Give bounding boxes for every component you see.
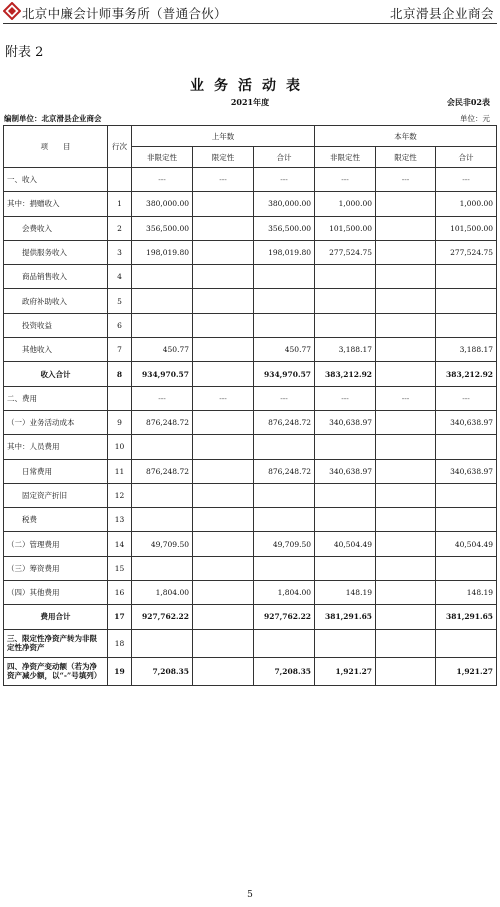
row-value: 7,208.35 [254, 657, 315, 685]
row-value: --- [132, 168, 193, 192]
row-value: 876,248.72 [254, 459, 315, 483]
row-label: 政府补助收入 [4, 289, 108, 313]
row-label: 费用合计 [4, 605, 108, 629]
row-line-number: 5 [108, 289, 132, 313]
col-current-year: 本年数 [315, 126, 497, 147]
col-prior-total: 合计 [254, 147, 315, 168]
row-value: 876,248.72 [132, 410, 193, 434]
row-value: --- [254, 168, 315, 192]
row-value: --- [193, 386, 254, 410]
row-value [193, 532, 254, 556]
row-value [376, 410, 436, 434]
row-value [376, 289, 436, 313]
row-value: --- [254, 386, 315, 410]
table-row [4, 581, 497, 605]
row-label: 投资收益 [4, 313, 108, 337]
row-value [315, 435, 376, 459]
row-line-number: 1 [108, 192, 132, 216]
col-current-total: 合计 [436, 147, 497, 168]
row-value: 934,970.57 [132, 362, 193, 386]
col-prior-unrestricted: 非限定性 [132, 147, 193, 168]
row-value [193, 657, 254, 685]
row-label: 商品销售收入 [4, 265, 108, 289]
row-label: 其他收入 [4, 338, 108, 362]
table-row [4, 657, 497, 685]
row-label: 一、收入 [4, 168, 108, 192]
row-label: （二）管理费用 [4, 532, 108, 556]
row-value: 1,921.27 [315, 657, 376, 685]
row-value: 876,248.72 [254, 410, 315, 434]
row-value [193, 313, 254, 337]
row-value: 1,804.00 [254, 581, 315, 605]
table-row [4, 338, 497, 362]
row-value [254, 483, 315, 507]
row-value [315, 508, 376, 532]
row-value [376, 216, 436, 240]
row-value: --- [376, 168, 436, 192]
row-value [376, 192, 436, 216]
table-row [4, 289, 497, 313]
table-row [4, 556, 497, 580]
table-row [4, 410, 497, 434]
row-label: （三）筹资费用 [4, 556, 108, 580]
col-current-restricted: 限定性 [376, 147, 436, 168]
row-value: 40,504.49 [436, 532, 497, 556]
row-value [315, 289, 376, 313]
table-body [4, 168, 497, 686]
prepared-by: 编制单位：北京滑县企业商会 [4, 114, 102, 123]
row-value [193, 605, 254, 629]
row-value [254, 556, 315, 580]
row-value [376, 605, 436, 629]
row-value [376, 532, 436, 556]
row-value: 380,000.00 [254, 192, 315, 216]
row-value [254, 435, 315, 459]
row-value [315, 629, 376, 657]
row-value: --- [315, 386, 376, 410]
row-value: 934,970.57 [254, 362, 315, 386]
row-value [193, 289, 254, 313]
row-line-number: 10 [108, 435, 132, 459]
firm-logo-icon [3, 2, 21, 20]
row-value: 40,504.49 [315, 532, 376, 556]
row-value [436, 629, 497, 657]
row-value [376, 459, 436, 483]
row-line-number: 7 [108, 338, 132, 362]
currency-unit: 单位：元 [460, 114, 490, 123]
row-value: 380,000.00 [132, 192, 193, 216]
row-value [193, 483, 254, 507]
row-value [376, 338, 436, 362]
report-year: 2021年度 [230, 97, 270, 107]
row-value: 198,019.80 [254, 240, 315, 264]
firm-name: 北京中廉会计师事务所（普通合伙） [22, 6, 227, 21]
row-line-number: 2 [108, 216, 132, 240]
row-line-number: 3 [108, 240, 132, 264]
table-row [4, 386, 497, 410]
page-number: 5 [247, 890, 253, 900]
row-value [315, 265, 376, 289]
row-value: --- [132, 386, 193, 410]
table-row [4, 265, 497, 289]
form-code: 会民非02表 [446, 97, 490, 107]
row-value [376, 483, 436, 507]
row-line-number: 18 [108, 629, 132, 657]
row-value: 340,638.97 [315, 459, 376, 483]
row-value [193, 240, 254, 264]
row-value: --- [376, 386, 436, 410]
row-line-number: 16 [108, 581, 132, 605]
row-value: 356,500.00 [254, 216, 315, 240]
row-value: 356,500.00 [132, 216, 193, 240]
row-value [193, 410, 254, 434]
row-value: 927,762.22 [254, 605, 315, 629]
row-value [132, 435, 193, 459]
row-label: 其中：捐赠收入 [4, 192, 108, 216]
row-value [193, 216, 254, 240]
table-row [4, 216, 497, 240]
row-value [193, 192, 254, 216]
row-value: 340,638.97 [315, 410, 376, 434]
row-value [193, 265, 254, 289]
client-name: 北京滑县企业商会 [389, 6, 494, 21]
row-value [132, 265, 193, 289]
row-value [132, 556, 193, 580]
row-label: 二、费用 [4, 386, 108, 410]
row-line-number [108, 168, 132, 192]
row-value: 450.77 [132, 338, 193, 362]
row-value [436, 435, 497, 459]
row-value [376, 657, 436, 685]
row-line-number: 6 [108, 313, 132, 337]
row-value [254, 508, 315, 532]
row-line-number: 12 [108, 483, 132, 507]
appendix-label: 附表 2 [5, 45, 44, 60]
row-value: 1,921.27 [436, 657, 497, 685]
table-row [4, 483, 497, 507]
row-label: 四、净资产变动额（若为净资产减少额，以“-”号填列） [4, 657, 108, 685]
col-current-unrestricted: 非限定性 [315, 147, 376, 168]
table-row [4, 605, 497, 629]
row-value [436, 289, 497, 313]
page-header [0, 0, 500, 26]
row-value [376, 313, 436, 337]
col-item: 项 目 [4, 126, 108, 168]
header-rule [3, 23, 497, 24]
row-value: 101,500.00 [436, 216, 497, 240]
row-line-number: 19 [108, 657, 132, 685]
row-value: 3,188.17 [315, 338, 376, 362]
row-value [132, 508, 193, 532]
row-label: 三、限定性净资产转为非限定性净资产 [4, 629, 108, 657]
table-row [4, 459, 497, 483]
row-value [193, 581, 254, 605]
row-value: 1,000.00 [436, 192, 497, 216]
row-value: 101,500.00 [315, 216, 376, 240]
table-row [4, 508, 497, 532]
row-value [193, 362, 254, 386]
row-value: 383,212.92 [315, 362, 376, 386]
row-value [376, 362, 436, 386]
row-value: 381,291.65 [436, 605, 497, 629]
row-value: 277,524.75 [436, 240, 497, 264]
row-line-number: 13 [108, 508, 132, 532]
row-label: 税费 [4, 508, 108, 532]
row-value: 876,248.72 [132, 459, 193, 483]
row-label: 提供服务收入 [4, 240, 108, 264]
row-value: 927,762.22 [132, 605, 193, 629]
row-value [193, 556, 254, 580]
row-value: 1,804.00 [132, 581, 193, 605]
row-label: 其中：人员费用 [4, 435, 108, 459]
row-value [315, 556, 376, 580]
row-value: 381,291.65 [315, 605, 376, 629]
row-value: 383,212.92 [436, 362, 497, 386]
table-row [4, 435, 497, 459]
row-value [376, 265, 436, 289]
row-line-number: 4 [108, 265, 132, 289]
row-value: 148.19 [436, 581, 497, 605]
col-line: 行次 [108, 126, 132, 168]
row-line-number [108, 386, 132, 410]
row-value [376, 508, 436, 532]
report-title: 业务活动表 [190, 78, 310, 94]
row-label: （四）其他费用 [4, 581, 108, 605]
row-line-number: 15 [108, 556, 132, 580]
row-label: （一）业务活动成本 [4, 410, 108, 434]
table-row [4, 362, 497, 386]
row-value [376, 556, 436, 580]
row-label: 收入合计 [4, 362, 108, 386]
row-value [132, 313, 193, 337]
row-value [315, 313, 376, 337]
row-value [376, 629, 436, 657]
row-value [193, 508, 254, 532]
table-row [4, 313, 497, 337]
row-value: 49,709.50 [132, 532, 193, 556]
row-label: 日常费用 [4, 459, 108, 483]
row-label: 会费收入 [4, 216, 108, 240]
row-value [254, 289, 315, 313]
row-value [132, 289, 193, 313]
row-value: 148.19 [315, 581, 376, 605]
row-value [436, 556, 497, 580]
row-value: --- [315, 168, 376, 192]
row-value: 340,638.97 [436, 410, 497, 434]
row-value [254, 629, 315, 657]
row-value: --- [436, 386, 497, 410]
row-line-number: 8 [108, 362, 132, 386]
table-row [4, 192, 497, 216]
row-value [193, 338, 254, 362]
row-value: 340,638.97 [436, 459, 497, 483]
row-line-number: 9 [108, 410, 132, 434]
row-value: 450.77 [254, 338, 315, 362]
row-value [132, 483, 193, 507]
row-value: 3,188.17 [436, 338, 497, 362]
row-line-number: 11 [108, 459, 132, 483]
row-value: 198,019.80 [132, 240, 193, 264]
row-value: 1,000.00 [315, 192, 376, 216]
row-line-number: 17 [108, 605, 132, 629]
row-value [436, 508, 497, 532]
row-value [436, 313, 497, 337]
activity-table [3, 125, 497, 686]
row-value [436, 483, 497, 507]
col-prior-restricted: 限定性 [193, 147, 254, 168]
row-value [132, 629, 193, 657]
row-value [376, 435, 436, 459]
row-value [376, 240, 436, 264]
row-value: 277,524.75 [315, 240, 376, 264]
row-value [193, 459, 254, 483]
table-row [4, 532, 497, 556]
row-value [436, 265, 497, 289]
row-value [315, 483, 376, 507]
row-value: 49,709.50 [254, 532, 315, 556]
table-row [4, 629, 497, 657]
row-value: --- [436, 168, 497, 192]
row-value: 7,208.35 [132, 657, 193, 685]
row-value [376, 581, 436, 605]
table-row [4, 240, 497, 264]
row-value [254, 265, 315, 289]
table-row [4, 168, 497, 192]
row-value: --- [193, 168, 254, 192]
col-prior-year: 上年数 [132, 126, 315, 147]
row-label: 固定资产折旧 [4, 483, 108, 507]
row-value [193, 629, 254, 657]
row-value [193, 435, 254, 459]
row-value [254, 313, 315, 337]
row-line-number: 14 [108, 532, 132, 556]
